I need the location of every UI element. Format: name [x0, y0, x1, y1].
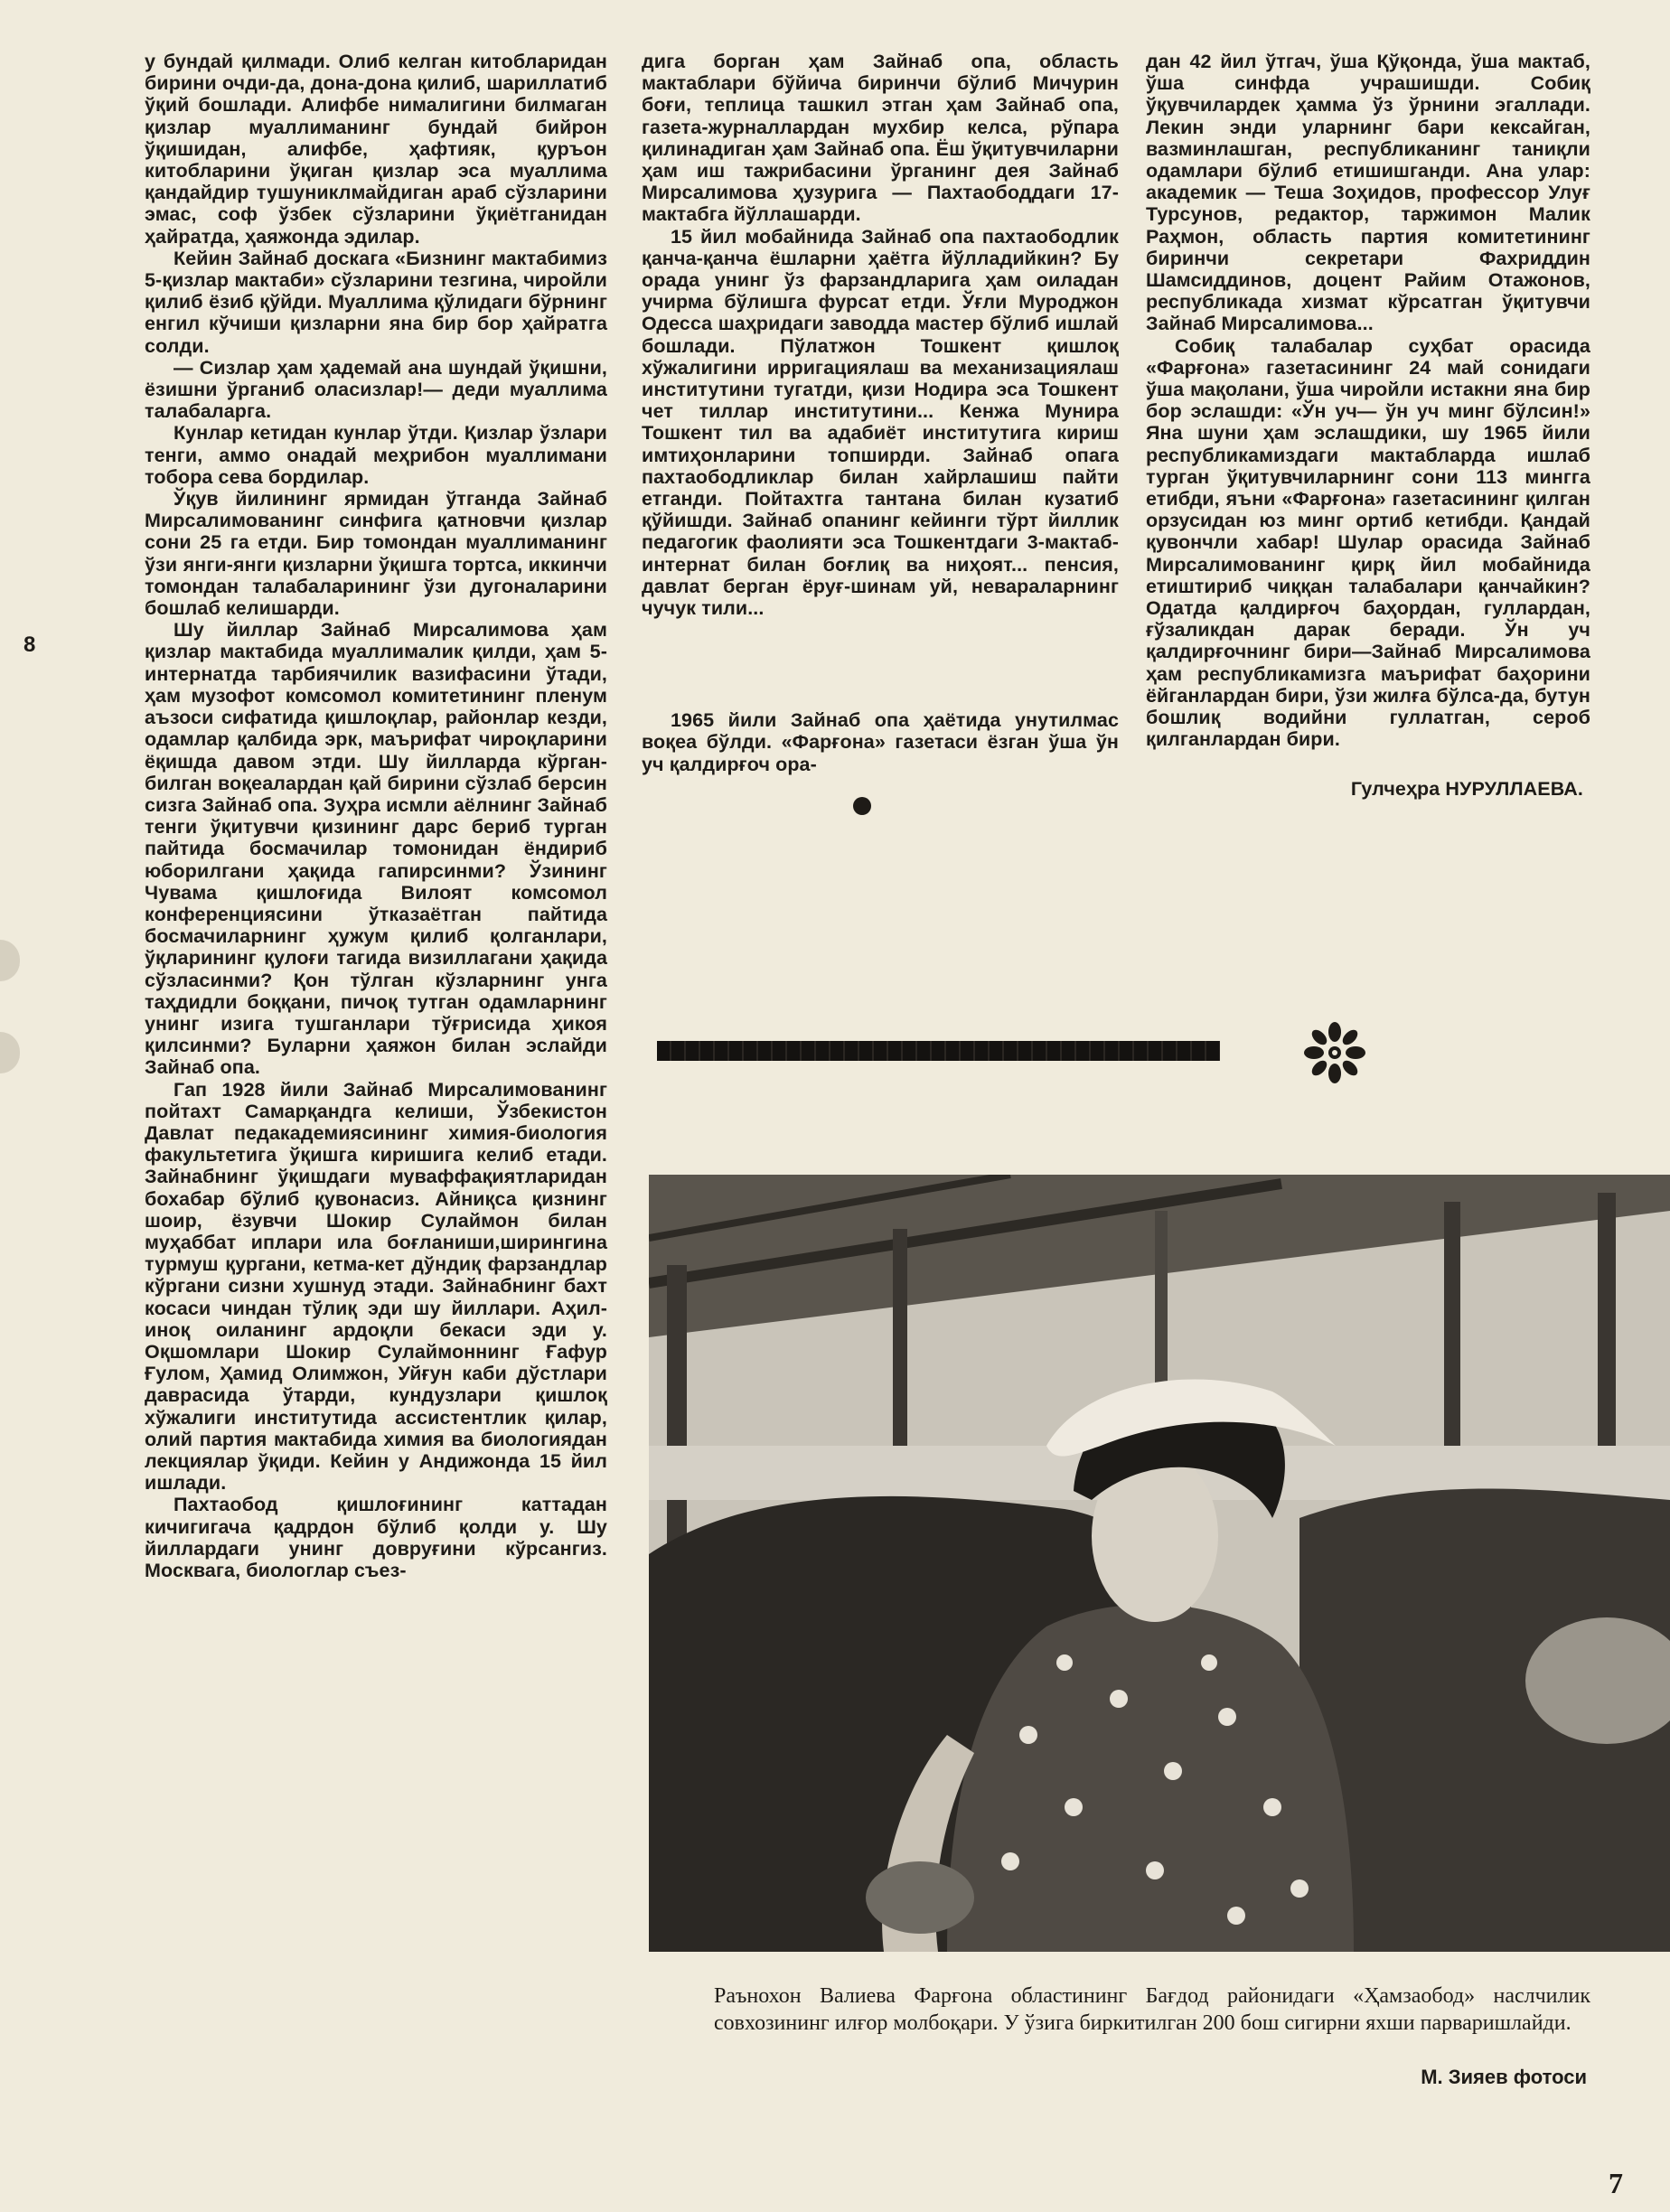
paragraph: Собиқ талабалар суҳбат орасида «Фарғона» газетасининг 24 май сонидаги ўша мақолани, ўша чиройли истакни яна бир бор эслашди: «Ўн уч— ўн уч минг бўлсин!» Яна шуни ҳам эслашдики, шу 1965 йили республикамиздаги мактабларда ишлаб турган ўқитувчиларнинг сони 113 мингга етибди, яъни «Фарғона» газетасининг қилган орзусидан юз минг ортиб кетибди. Қандай қувончли хабар! Шулар орасида Зайнаб Мирсалимованинг қирқ йил мобайнида етиштириб чиққан талабалари қанчайкин? Одатда қалдирғоч баҳордан, гуллардан, ғўзаликдан дарак беради. Ўн уч қалдирғочнинг бири—Зайнаб Мирсалимова ҳам республикамизга маърифат баҳорини ёйганлардан бири, ўзи жилға бўлса-да, бутун бошлиқ водийни гуллатган, сероб қилганлардан бири. — [1146, 334, 1590, 751]
paragraph: Пахтаобод қишлоғининг каттадан кичигигача қадрдон бўлиб қолди у. Шу йиллардаги унинг довруғини кўрсангиз. Москвага, биологлар съез- — [145, 1494, 607, 1582]
photo-caption: Раънохон Валиева Фарғона областининг Бағдод районидаги «Ҳамзаобод» наслчилик совхозининг илғор молбоқари. У ўзига биркитилган 200 бош сигирни яхши парваришлайди. — [714, 1984, 1590, 2035]
punch-hole-2 — [0, 1032, 20, 1073]
photo-credit: М. Зияев фотоси — [1421, 2066, 1587, 2088]
paragraph: Ўқув йилининг ярмидан ўтганда Зайнаб Мирсалимованинг синфига қатновчи қизлар сони 25 га етди. Бир томондан муаллиманинг ўзи янги-янги қизларни ўқишга тортса, иккинчи томондан талабаларининг ўзи дугоналарини бошлаб келишарди. — [145, 488, 607, 620]
paragraph: Гап 1928 йили Зайнаб Мирсалимованинг пойтахт Самарқандга келиши, Ўзбекистон Давлат педакадемиясининг химия-биология факультетига ўқишга киришига келиб етади. Зайнабнинг ўқишдаги муваффақиятларидан бохабар бўлиб қувонасиз. Айниқса қизнинг шоир, ёзувчи Шокир Сулаймон билан муҳаббат иплари ила боғланиши,ширингина турмуш қургани, кетма-кет дўндиқ фарзандлар кўргани сизни хушнуд этади. Зайнабнинг бахт косаси чиндан тўлиқ эди шу йиллари. Аҳил-иноқ оиланинг ардоқли бекаси эди у. Оқшомлари Шокир Сулаймоннинг Ғафур Ғулом, Ҳамид Олимжон, Уйғун каби дўстлари даврасида ўтарди, кундузлари қишлоқ хўжалиги институтида ассистентлик қилар, олий партия мактабида химия ва биологиядан лекциялар ўқиди. Кейин у Андижонда 15 йил ишлади. — [145, 1078, 607, 1495]
margin-page-number: 8 — [23, 633, 36, 657]
paragraph: дан 42 йил ўтгач, ўша Қўқонда, ўша мактаб, ўша синфда учрашишди. Собиқ ўқувчилардек ҳамма ўз ўрнини эгаллади. Лекин энди уларнинг бари кексайган, вазминлашган, республиканинг таниқли одамлари бўлиб етишишганди. Ана улар: академик — Теша Зоҳидов, профессор Улуғ Турсунов, редактор, таржимон Малик Раҳмон, область партия комитетининг биринчи секретари Фахриддин Шамсиддинов, доцент Райим Отажонов, республикада хизмат кўрсатган ўқитувчи Зайнаб Мирсалимова... — [1146, 51, 1590, 335]
paragraph: дига борган ҳам Зайнаб опа, область мактаблари бўйича биринчи бўлиб Мичурин боғи, теплица ташкил этган ҳам Зайнаб опа, газета-журналлардан мухбир келса, рўпара қилинадиган ҳам Зайнаб опа. Ёш ўқитувчиларни ҳам иш тажрибасини ўрганинг дея Зайнаб Мирсалимова ҳузурига — Пахтаободдаги 17-мактабга йўллашарди. — [642, 51, 1119, 226]
page-number: 7 — [1609, 2167, 1623, 2199]
text-column-1 — [145, 51, 607, 1581]
text-column-3 — [1146, 51, 1590, 800]
paragraph: Кейин Зайнаб доскага «Бизнинг мактабимиз 5-қизлар мактаби» сўзларини тезгина, чиройли қилиб ёзиб қўйди. Муаллима қўлидаги бўрнинг енгил кўчиши қизларни яна бир бор ҳайратга солди. — [145, 247, 607, 357]
text-column-2 — [642, 51, 1119, 775]
decorative-black-bar — [657, 1041, 1220, 1061]
paragraph: Шу йиллар Зайнаб Мирсалимова ҳам қизлар мактабида муаллималик қилди, ҳам 5-интернатда тарбиячилик вазифасини ўтади, ҳам музофот комсомол комитетининг пленум аъзоси сифатида қишлоқлар, районлар кезди, одамлар қалбида эрк, маърифат чироқларини ёқишда давом этди. Шу йилларда кўрган-билган воқеалардан қай бирини сўзлаб берсин сизга Зайнаб опа. Зуҳра исмли аёлнинг Зайнаб тенги ўқитувчи қизининг дарс бериб турган пайтида босмачилар томонидан ёндириб юборилгани ҳақида гапирсинми? Ўзининг Чувама қишлоғида Вилоят комсомол конференциясини ўтказаётган пайтида босмачиларнинг ҳужум қилиб қолганлари, ўқларининг қулоғи тагида визиллагани ҳақида сўзласинми? Қон тўлган кўзларнинг унга таҳдидли боққани, пичоқ тутган одамларнинг унинг изига тушганлари тўғрисида ҳикоя қилсинми? Буларни ҳаяжон билан эслайди Зайнаб опа. — [145, 619, 607, 1079]
photo-illustration — [649, 1175, 1670, 1952]
section-separator-dot — [853, 797, 871, 815]
paragraph: — Сизлар ҳам ҳадемай ана шундай ўқишни, ёзишни ўрганиб оласизлар!— деди муаллима талабаларга. — [145, 356, 607, 423]
paragraph: 1965 йили Зайнаб опа ҳаётида унутилмас воқеа бўлди. «Фарғона» газетаси ёзган ўша ўн уч қалдирғоч ора- — [642, 709, 1119, 775]
author-signature: Гулчеҳра НУРУЛЛАЕВА. — [1350, 777, 1583, 800]
photo-of-milkmaid — [649, 1175, 1670, 1952]
paragraph: 15 йил мобайнида Зайнаб опа пахтаободлик қанча-қанча ёшларни ҳаётга йўлладийкин? Бу орада унинг ўз фарзандларига ҳам оиладан учирма бўлишга фурсат етди. Ўғли Муроджон Одесса шаҳридаги заводда мастер бўлиб ишлай бошлади. Пўлатжон Тошкент қишлоқ хўжалигини ирригациялаш ва механизациялаш институтини тугатди, қизи Нодира эса Тошкент чет тиллар институтини... Кенжа Мунира Тошкент тил ва адабиёт институтига кириш имтиҳонларини топширди. Зайнаб опага пахтаободликлар билан хайрлашиш пайти етганди. Пойтахтга тантана билан кузатиб қўйишди. Зайнаб опанинг кейинги тўрт йиллик педагогик фаолияти эса Тошкентдаги 3-мактаб-интернат билан боғлиқ ва ниҳоят... пенсия, давлат берган ёруғ-шинам уй, невараларнинг чучук тили... — [642, 225, 1119, 620]
flower-ornament-icon — [1301, 1019, 1368, 1086]
punch-hole-1 — [0, 940, 20, 981]
paragraph: Кунлар кетидан кунлар ўтди. Қизлар ўзлари тенги, аммо онадай меҳрибон муаллимани тобора сева бордилар. — [145, 422, 607, 488]
paragraph: у бундай қилмади. Олиб келган китобларидан бирини очди-да, дона-дона қилиб, шариллатиб ўқий бошлади. Алифбе нималигини билмаган қизлар муаллиманинг бундай бийрон ўқишидан, алифбе, ҳафтияк, қуръон китобларини ўқиган қизлар эса муаллима қандайдир тушуниклмайдиган араб сўзларини эмас, соф ўзбек сўзларини ўқиётганидан ҳайратда, ҳаяжонда эдилар. — [145, 51, 607, 248]
